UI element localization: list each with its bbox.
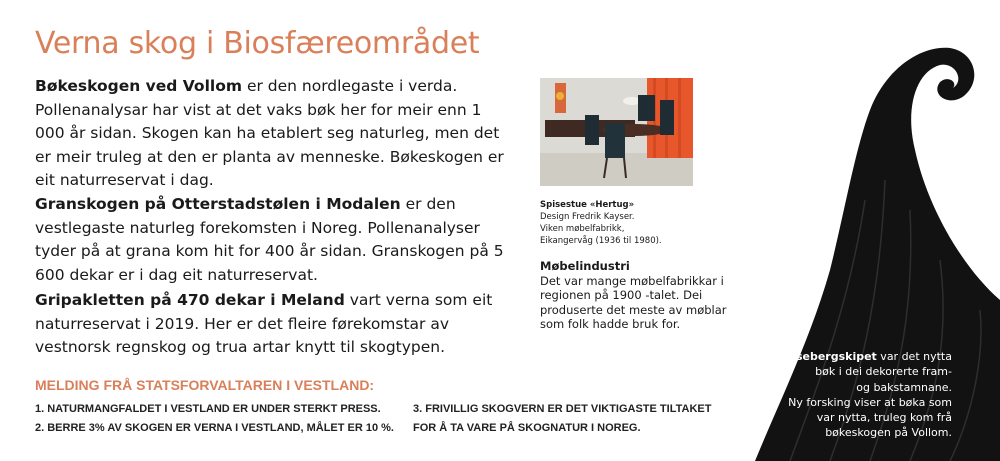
ship-text-line: var nytta, truleg kom frå (816, 411, 952, 425)
paragraph-text: er den nordlegaste i verda. Pollenanalysar har vist at det vaks bøk her for meir enn 1 000 år sidan. Skogen kan ha etablert seg naturleg, men det er meir truleg at den er planta av menneske. Bøkeskogen er eit naturreservat i dag. (35, 77, 504, 189)
mobelindustri-text: Det var mange møbelfabrikkar i regionen på 1900 -talet. Dei produserte det meste av møblar som folk hadde bruk for. (540, 273, 727, 331)
caption-line: Eikangervåg (1936 til 1980). (540, 236, 662, 246)
paragraph-lead: Granskogen på Otterstadstølen i Modalen (35, 195, 401, 213)
melding-item: 1. NATURMANGFALDET I VESTLAND ER UNDER STERKT PRESS. (35, 403, 381, 415)
ship-text-line: og bakstamnane. (856, 380, 952, 394)
ship-text-prefix: I (779, 350, 787, 363)
ship-text-line: var det nytta (876, 350, 952, 363)
caption-line: Design Fredrik Kayser. (540, 212, 635, 222)
paragraph-text: vart verna som eit naturreservat i 2019. Her er det fleire førekomstar av vestnorsk regnskog og trua artar knytt til skogtypen. (35, 291, 493, 356)
paragraph-bokeskogen (35, 75, 505, 193)
paragraph-text: er den vestlegaste naturleg forekomsten i Noreg. Pollenanalyser tyder på at grana kom hit for 400 år sidan. Granskogen på 5 600 dekar er i dag eit naturreservat. (35, 195, 504, 284)
mobelindustri-heading: Møbelindustri (540, 259, 630, 273)
melding-item: FOR Å TA VARE PÅ SKOGNATUR I NOREG. (413, 422, 641, 434)
oseberg-ship-prow-illustration (750, 40, 1000, 461)
melding-item: 2. BERRE 3% AV SKOGEN ER VERNA I VESTLAND, MÅLET ER 10 %. (35, 422, 394, 434)
photo-caption (540, 199, 720, 247)
caption-title: Spisestue «Hertug» (540, 200, 635, 210)
ship-text (752, 349, 952, 441)
melding-heading: MELDING FRÅ STATSFORVALTAREN I VESTLAND: (35, 377, 375, 393)
dining-room-photo (540, 78, 693, 186)
ship-text-line: bøk i dei dekorerte fram- (815, 365, 952, 379)
paragraph-granskogen (35, 193, 505, 287)
page-title: Verna skog i Biosfæreområdet (35, 26, 480, 61)
melding-item: 3. FRIVILLIG SKOGVERN ER DET VIKTIGASTE TILTAKET (413, 403, 712, 415)
paragraph-gripakletten (35, 289, 505, 360)
melding-list-left (35, 400, 394, 438)
paragraph-lead: Bøkeskogen ved Vollom (35, 77, 243, 95)
melding-list-right (413, 400, 711, 438)
paragraph-lead: Gripakletten på 470 dekar i Meland (35, 291, 345, 309)
ship-text-line: Ny forsking viser at bøka som (788, 395, 952, 409)
ship-text-line: bøkeskogen på Vollom. (825, 426, 952, 440)
ship-text-bold: Osebergskipet (786, 350, 877, 363)
mobelindustri-box (540, 259, 740, 332)
caption-line: Viken møbelfabrikk, (540, 224, 625, 234)
